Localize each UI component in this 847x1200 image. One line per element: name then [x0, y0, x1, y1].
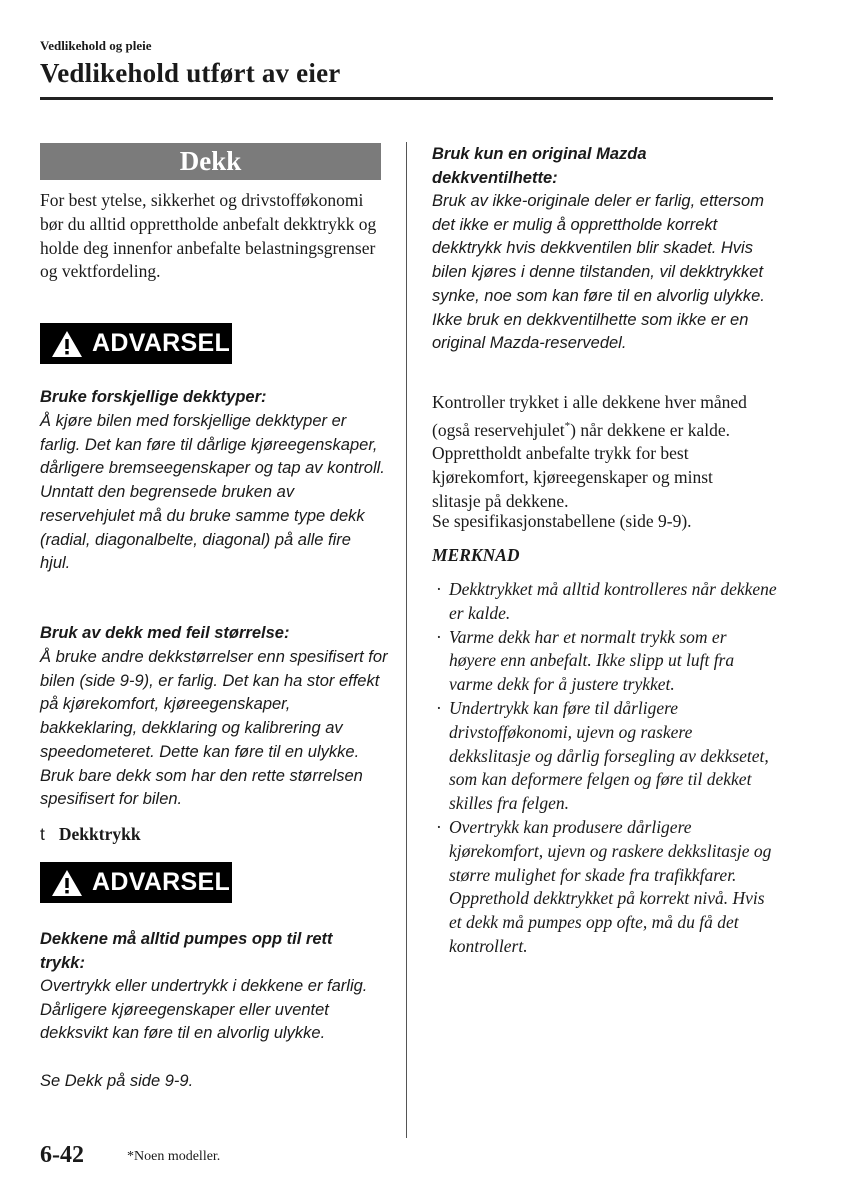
intro-paragraph: For best ytelse, sikkerhet og drivstofføkonomi bør du alltid opprettholde anbefalt dekktrykk og holde deg innenfor anbefalte belastningsgrenser og vektfordeling.: [40, 190, 377, 282]
subsection-marker: t: [40, 824, 45, 844]
header-rule: [40, 97, 773, 100]
note-item: [432, 578, 777, 626]
section-title-box: [40, 143, 381, 180]
warning-banner: [40, 323, 232, 364]
warning-heading: Bruk kun en original Mazda dekkventilhette:: [432, 145, 647, 187]
bullet: ·: [436, 579, 442, 599]
warning-text: Bruk av ikke-originale deler er farlig, ettersom det ikke er mulig å opprettholde korrekt dekktrykk hvis dekkventilen blir skadet. Hvis bilen kjøres i denne tilstanden, vil dekktrykket synke, noe som kan føre til en alvorlig ulykke. Ikke bruk en dekkventilhette som ikke er en original Mazda-reservedel.: [432, 192, 765, 353]
note-item: [432, 816, 777, 887]
note-text: Opprethold dekktrykket på korrekt nivå. Hvis et dekk må pumpes opp ofte, må du få det kontrollert.: [449, 888, 765, 956]
warning-reference: Se Dekk på side 9-9.: [40, 1072, 194, 1090]
page-number: 6-42: [40, 1142, 84, 1168]
note-item: [432, 697, 777, 816]
spec-reference: Se spesifikasjonstabellene (side 9-9).: [432, 511, 692, 531]
warning-text: Å bruke andre dekkstørrelser enn spesifisert for bilen (side 9-9), er farlig. Det kan ha stor effekt på kjørekomfort, kjøreegenskaper, bakkeklaring, dekklaring og kalibrering av speedometeret. Dette kan føre til en ulykke. Bruk bare dekk som har den rette størrelsen spesifisert for bilen.: [40, 648, 388, 809]
warning-label: ADVARSEL: [92, 329, 231, 357]
note-list: [432, 578, 777, 959]
warning-triangle-icon: [50, 329, 84, 359]
warning-label: ADVARSEL: [92, 868, 231, 896]
check-text: ) når dekkene er kalde. Opprettholdt anbefalte trykk for best kjørekomfort, kjøreegenskaper og minst slitasje på dekkene.: [432, 419, 730, 512]
note-item: [432, 626, 777, 697]
note-text: Undertrykk kan føre til dårligere drivstofføkonomi, ujevn og raskere dekkslitasje og dårlig forsegling av dekksetet, som kan deformere felgen og føre til dekket skilles fra felgen.: [449, 697, 769, 814]
warning-banner: [40, 862, 232, 903]
note-heading: MERKNAD: [432, 545, 520, 565]
note-item-continuation: [432, 887, 777, 958]
subsection-heading: [40, 824, 141, 845]
note-text: Dekktrykket må alltid kontrolleres når dekkene er kalde.: [449, 579, 777, 623]
column-divider: [406, 142, 407, 1138]
bullet: ·: [436, 816, 442, 837]
warning-heading: Bruk av dekk med feil størrelse:: [40, 624, 290, 642]
bullet: ·: [436, 697, 442, 718]
warning-text: Overtrykk eller undertrykk i dekkene er farlig. Dårligere kjøreegenskaper eller uventet dekksvikt kan føre til en alvorlig ulykke.: [40, 977, 368, 1043]
check-paragraph: [432, 391, 764, 514]
footnote: *Noen modeller.: [127, 1149, 221, 1164]
footnote-marker: *: [564, 419, 571, 432]
subsection-title: Dekktrykk: [58, 824, 141, 844]
check-text: Kontroller trykket i alle dekkene hver måned (også reservehjulet: [432, 392, 747, 440]
section-title: Dekk: [179, 146, 242, 176]
page-title: Vedlikehold utført av eier: [40, 58, 341, 88]
note-text: Varme dekk har et normalt trykk som er høyere enn anbefalt. Ikke slipp ut luft fra varme dekk for å justere trykket.: [449, 626, 735, 695]
warning-triangle-icon: [50, 868, 84, 898]
warning-text: Å kjøre bilen med forskjellige dekktyper er farlig. Det kan føre til dårlige kjøreegenskaper, dårligere bremseegenskaper og tap av kontroll. Unntatt den begrensede bruken av reservehjulet må du bruke samme type dekk (radial, diagonalbelte, diagonal) på alle fire hjul.: [40, 412, 385, 573]
bullet: ·: [436, 626, 442, 647]
breadcrumb: Vedlikehold og pleie: [40, 38, 152, 53]
note-text: Overtrykk kan produsere dårligere kjørekomfort, ujevn og raskere dekkslitasje og større mulighet for skade fra trafikkfarer.: [449, 816, 772, 885]
warning-heading: Bruke forskjellige dekktyper:: [40, 388, 267, 406]
warning-heading: Dekkene må alltid pumpes opp til rett trykk:: [40, 930, 333, 972]
